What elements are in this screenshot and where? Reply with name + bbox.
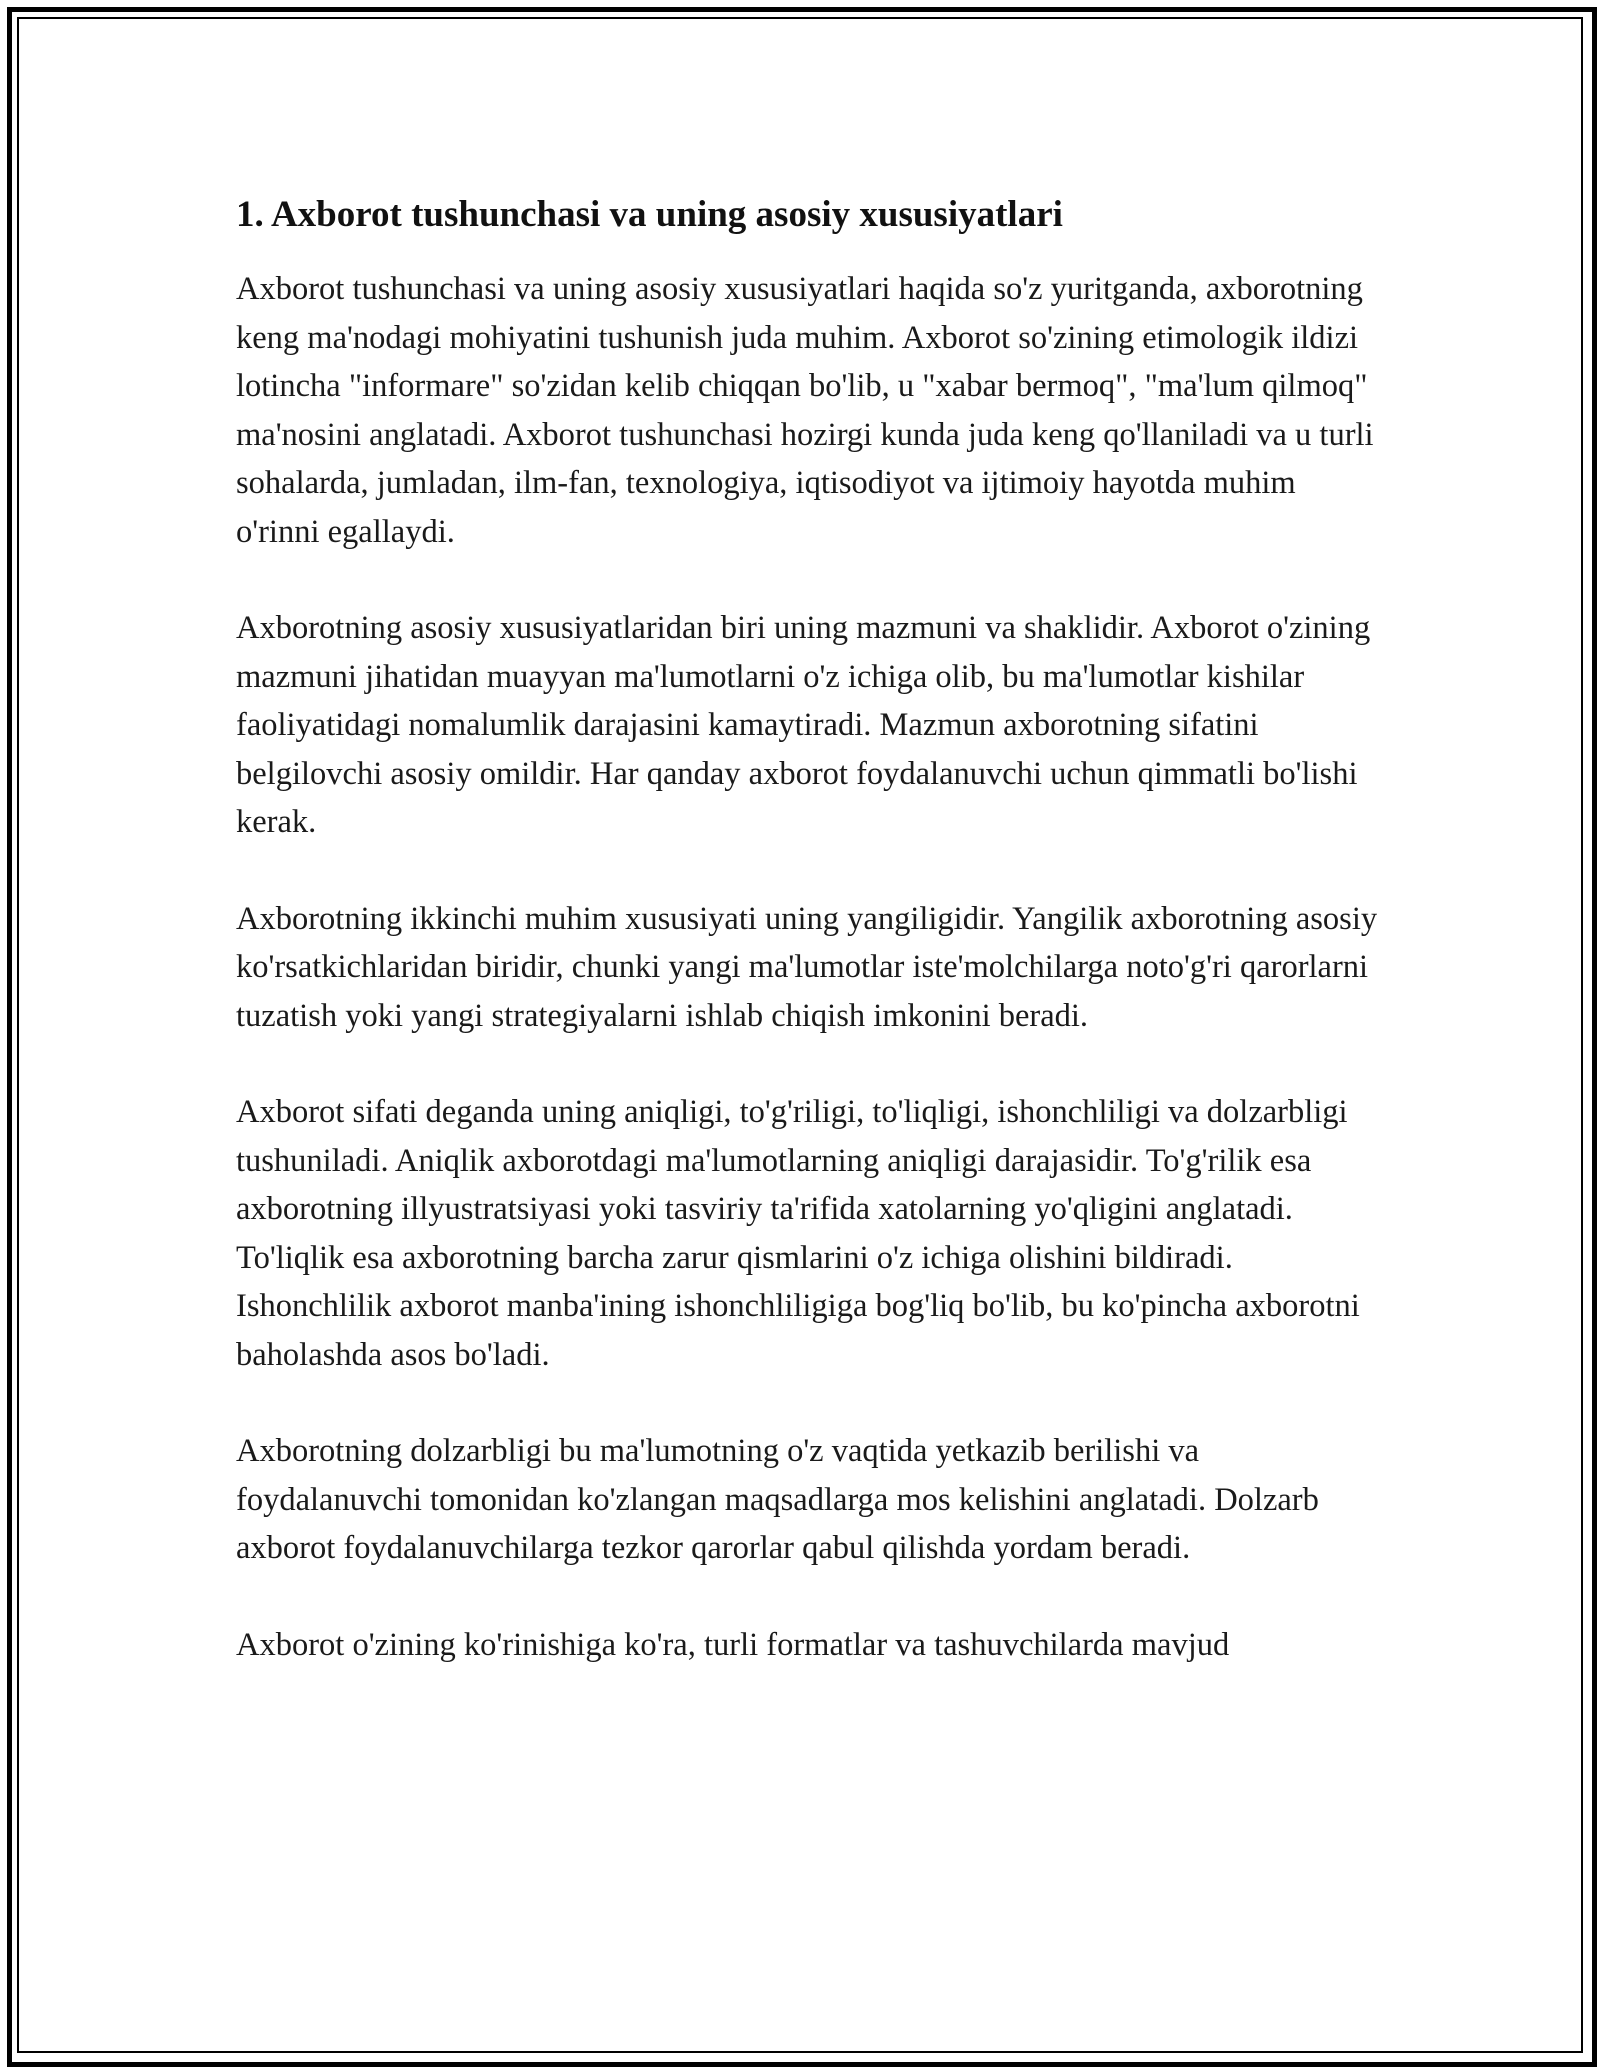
paragraph-1: Axborot tushunchasi va uning asosiy xususiyatlari haqida so'z yuritganda, axborotning keng ma'nodagi mohiyatini tushunish juda muhim. Axborot so'zining etimologik ildizi lotincha "informare" so'zidan kelib chiqqan bo'lib, u "xabar bermoq", "ma'lum qilmoq" ma'nosini anglatadi. Axborot tushunchasi hozirgi kunda juda keng qo'llaniladi va u turli sohalarda, jumladan, ilm-fan, texnologiya, iqtisodiyot va ijtimoiy hayotda muhim o'rinni egallaydi. [236, 271, 1374, 550]
paragraph-3: Axborotning ikkinchi muhim xususiyati uning yangiligidir. Yangilik axborotning asosiy ko'rsatkichlaridan biridir, chunki yangi ma'lumotlar iste'molchilarga noto'g'ri qarorlarni tuzatish yoki yangi strategiyalarni ishlab chiqish imkonini beradi. [236, 900, 1378, 1034]
paragraph-2: Axborotning asosiy xususiyatlaridan biri uning mazmuni va shaklidir. Axborot o'zining mazmuni jihatidan muayyan ma'lumotlarni o'z ichiga olib, bu ma'lumotlar kishilar faoliyatidagi nomalumlik darajasini kamaytiradi. Mazmun axborotning sifatini belgilovchi asosiy omildir. Har qanday axborot foydalanuvchi uchun qimmatli bo'lishi kerak. [236, 610, 1371, 840]
section-heading: 1. Axborot tushunchasi va uning asosiy xususiyatlari [236, 194, 1063, 235]
paragraph-5: Axborotning dolzarbligi bu ma'lumotning o'z vaqtida yetkazib berilishi va foydalanuvchi tomonidan ko'zlangan maqsadlarga mos kelishini anglatadi. Dolzarb axborot foydalanuvchilarga tezkor qarorlar qabul qilishda yordam beradi. [236, 1433, 1319, 1566]
document-body [236, 185, 1386, 1717]
paragraph-4: Axborot sifati deganda uning aniqligi, to'g'riligi, to'liqligi, ishonchliligi va dolzarbligi tushuniladi. Aniqlik axborotdagi ma'lumotlarning aniqligi darajasidir. To'g'rilik esa axborotning illyustratsiyasi yoki tasviriy ta'rifida xatolarning yo'qligini anglatadi. To'liqlik esa axborotning barcha zarur qismlarini o'z ichiga olishini bildiradi. Ishonchlilik axborot manba'ining ishonchliligiga bog'liq bo'lib, bu ko'pincha axborotni baholashda asos bo'ladi. [236, 1094, 1360, 1373]
paragraph-6: Axborot o'zining ko'rinishiga ko'ra, turli formatlar va tashuvchilarda mavjud [236, 1626, 1230, 1663]
